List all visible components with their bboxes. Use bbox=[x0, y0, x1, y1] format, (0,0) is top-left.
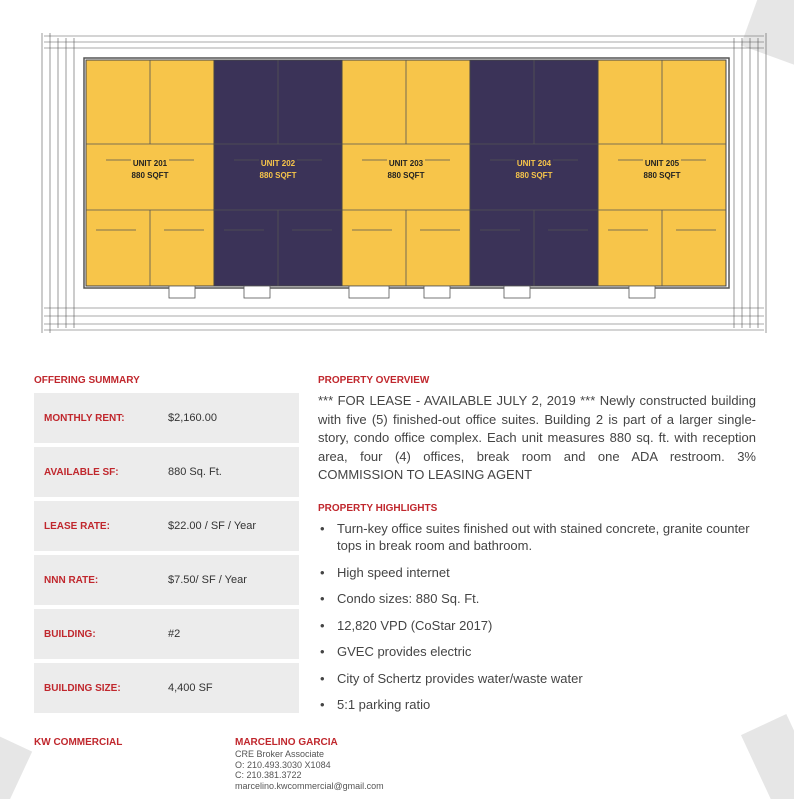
unit-2 bbox=[214, 60, 342, 286]
highlight-item: • High speed internet bbox=[318, 564, 758, 581]
unit-1 bbox=[86, 60, 214, 286]
unit-sqft-label: 880 SQFT bbox=[643, 171, 681, 180]
summary-value: $7.50/ SF / Year bbox=[168, 574, 247, 586]
summary-row-building-size bbox=[34, 663, 299, 713]
summary-value: 880 Sq. Ft. bbox=[168, 466, 222, 478]
unit-5 bbox=[598, 60, 726, 286]
unit-3 bbox=[342, 60, 470, 286]
summary-row-nnn-rate bbox=[34, 555, 299, 605]
summary-row-building bbox=[34, 609, 299, 659]
footer-company: KW COMMERCIAL bbox=[34, 737, 123, 748]
unit-4 bbox=[470, 60, 598, 286]
property-overview-title: PROPERTY OVERVIEW bbox=[318, 375, 430, 386]
corner-decoration-bottom-left bbox=[0, 735, 32, 799]
property-highlights-list bbox=[318, 520, 758, 723]
property-overview-text: *** FOR LEASE - AVAILABLE JULY 2, 2019 *** Newly constructed building with five (5) finished-out office suites. Building 2 is part of a larger single-story, condo office complex. Each unit measures 880 sq. ft. with reception area, four (4) offices, break room and one ADA restroom. 3% COMMISSION TO LEASING AGENT bbox=[318, 393, 756, 482]
unit-name-label: UNIT 202 bbox=[260, 159, 296, 168]
highlight-item: • 12,820 VPD (CoStar 2017) bbox=[318, 617, 758, 634]
unit-name-label: UNIT 205 bbox=[644, 159, 680, 168]
property-highlights-title: PROPERTY HIGHLIGHTS bbox=[318, 503, 438, 514]
highlight-item: • Turn-key office suites finished out with stained concrete, granite counter tops in break room and bathroom. bbox=[318, 520, 758, 554]
unit-name-label: UNIT 201 bbox=[132, 159, 168, 168]
summary-label: LEASE RATE: bbox=[44, 520, 110, 532]
summary-row-available-sf bbox=[34, 447, 299, 497]
summary-value: 4,400 SF bbox=[168, 682, 213, 694]
summary-value: #2 bbox=[168, 628, 181, 640]
summary-label: AVAILABLE SF: bbox=[44, 466, 119, 478]
agent-email[interactable]: marcelino.kwcommercial@gmail.com bbox=[235, 780, 384, 791]
offering-summary-table bbox=[34, 393, 299, 717]
summary-label: NNN RATE: bbox=[44, 574, 99, 586]
summary-value: $2,160.00 bbox=[168, 412, 217, 424]
highlight-item: • GVEC provides electric bbox=[318, 643, 758, 660]
agent-title: CRE Broker Associate bbox=[235, 749, 325, 759]
office-phone: O: 210.493.3030 X1084 bbox=[235, 759, 331, 770]
agent-contact bbox=[235, 737, 384, 791]
agent-name: MARCELINO GARCIA bbox=[235, 737, 338, 748]
corner-decoration-bottom-right bbox=[741, 714, 794, 799]
highlight-item: • Condo sizes: 880 Sq. Ft. bbox=[318, 590, 758, 607]
highlight-item: • 5:1 parking ratio bbox=[318, 696, 758, 713]
summary-label: BUILDING: bbox=[44, 628, 96, 640]
floor-plan bbox=[34, 28, 774, 338]
highlight-item: • City of Schertz provides water/waste water bbox=[318, 670, 758, 687]
offering-summary-title: OFFERING SUMMARY bbox=[34, 375, 140, 386]
summary-row-monthly-rent bbox=[34, 393, 299, 443]
unit-name-label: UNIT 203 bbox=[388, 159, 424, 168]
unit-sqft-label: 880 SQFT bbox=[259, 171, 297, 180]
cell-phone: C: 210.381.3722 bbox=[235, 770, 302, 780]
summary-value: $22.00 / SF / Year bbox=[168, 520, 257, 532]
summary-label: MONTHLY RENT: bbox=[44, 412, 125, 424]
unit-name-label: UNIT 204 bbox=[516, 159, 552, 168]
summary-label: BUILDING SIZE: bbox=[44, 682, 121, 694]
unit-sqft-label: 880 SQFT bbox=[131, 171, 169, 180]
unit-sqft-label: 880 SQFT bbox=[515, 171, 553, 180]
unit-sqft-label: 880 SQFT bbox=[387, 171, 425, 180]
summary-row-lease-rate bbox=[34, 501, 299, 551]
